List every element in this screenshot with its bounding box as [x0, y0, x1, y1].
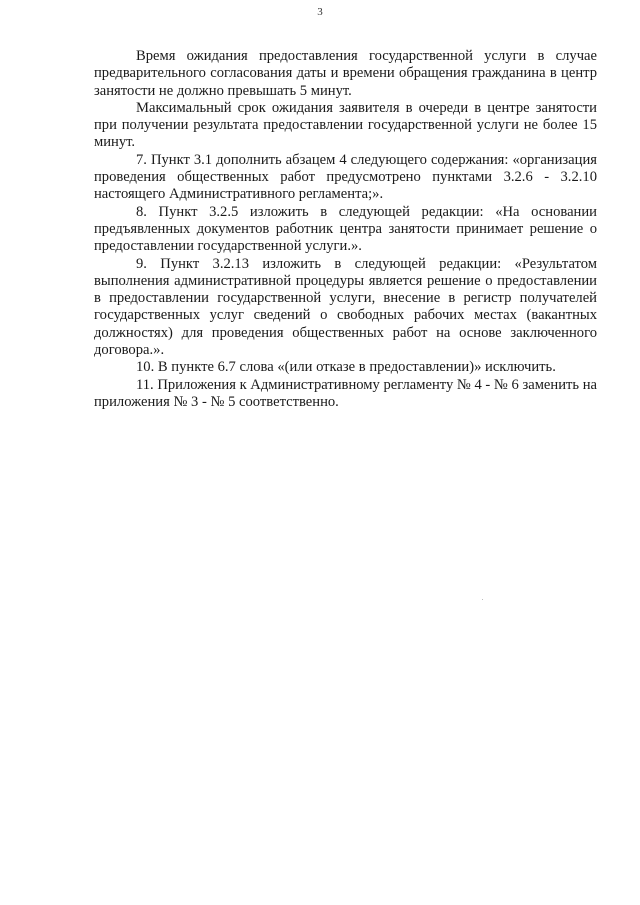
paragraph-item-7: 7. Пункт 3.1 дополнить абзацем 4 следующего содержания: «организация проведения общественных работ предусмотрено пунктами 3.2.6 - 3.2.10 настоящего Административного регламента;».	[94, 151, 597, 203]
paragraph-item-10: 10. В пункте 6.7 слова «(или отказе в предоставлении)» исключить.	[136, 359, 556, 376]
page-number: 3	[317, 6, 323, 18]
paragraph-item-11: 11. Приложения к Административному регламенту № 4 - № 6 заменить на приложения № 3 - № 5 соответственно.	[94, 376, 597, 410]
document-body	[94, 48, 597, 411]
scan-speck	[482, 599, 483, 600]
paragraph-item-9: 9. Пункт 3.2.13 изложить в следующей редакции: «Результатом выполнения административной процедуры является решение о предоставлении в предоставлении государственной услуги, внесение в регистр получателей государственных услуг сведений о свободных рабочих местах (вакантных должностях) для проведения общественных работ на основе заключенного договора.».	[94, 255, 597, 359]
paragraph-item-8: 8. Пункт 3.2.5 изложить в следующей редакции: «На основании предъявленных документов работник центра занятости принимает решение о предоставлении государственной услуги.».	[94, 203, 597, 255]
paragraph-waiting-time: Время ожидания предоставления государственной услуги в случае предварительного согласования даты и времени обращения гражданина в центр занятости не должно превышать 5 минут.	[94, 48, 597, 99]
paragraph-max-wait: Максимальный срок ожидания заявителя в очереди в центре занятости при получении результата предоставлении государственной услуги не более 15 минут.	[94, 99, 597, 151]
